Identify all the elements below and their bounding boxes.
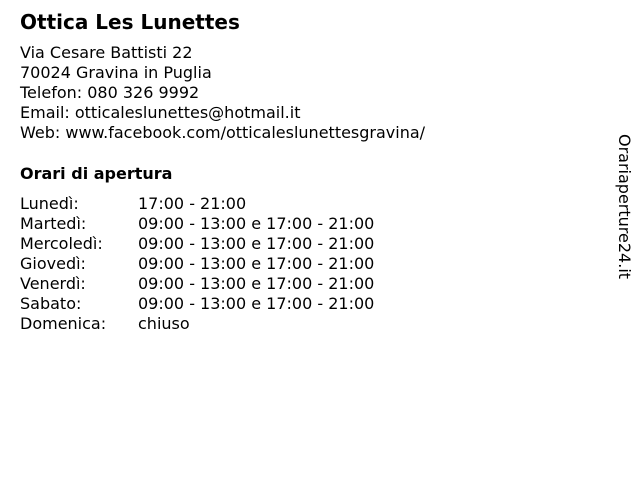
contact-info — [20, 43, 425, 143]
day-label: Sabato: — [20, 294, 82, 313]
opening-hours-title: Orari di apertura — [20, 164, 173, 183]
day-hours: 09:00 - 13:00 e 17:00 - 21:00 — [138, 214, 375, 233]
email-address: Email: otticaleslunettes@hotmail.it — [20, 103, 301, 122]
day-label: Giovedì: — [20, 254, 86, 273]
day-hours: 09:00 - 13:00 e 17:00 - 21:00 — [138, 274, 375, 293]
day-hours: 17:00 - 21:00 — [138, 194, 247, 213]
day-hours: chiuso — [138, 314, 190, 333]
address-city: 70024 Gravina in Puglia — [20, 63, 212, 82]
day-label: Lunedì: — [20, 194, 79, 213]
day-hours: 09:00 - 13:00 e 17:00 - 21:00 — [138, 294, 375, 313]
site-watermark: Orariaperture24.it — [615, 134, 634, 280]
website-link: Web: www.facebook.com/otticaleslunettesgravina/ — [20, 123, 426, 142]
business-name: Ottica Les Lunettes — [20, 10, 240, 34]
address-street: Via Cesare Battisti 22 — [20, 43, 193, 62]
day-label: Domenica: — [20, 314, 107, 333]
day-hours: 09:00 - 13:00 e 17:00 - 21:00 — [138, 234, 375, 253]
day-label: Venerdì: — [20, 274, 86, 293]
day-label: Mercoledì: — [20, 234, 103, 253]
phone-number: Telefon: 080 326 9992 — [20, 83, 200, 102]
day-hours: 09:00 - 13:00 e 17:00 - 21:00 — [138, 254, 375, 273]
day-label: Martedì: — [20, 214, 87, 233]
